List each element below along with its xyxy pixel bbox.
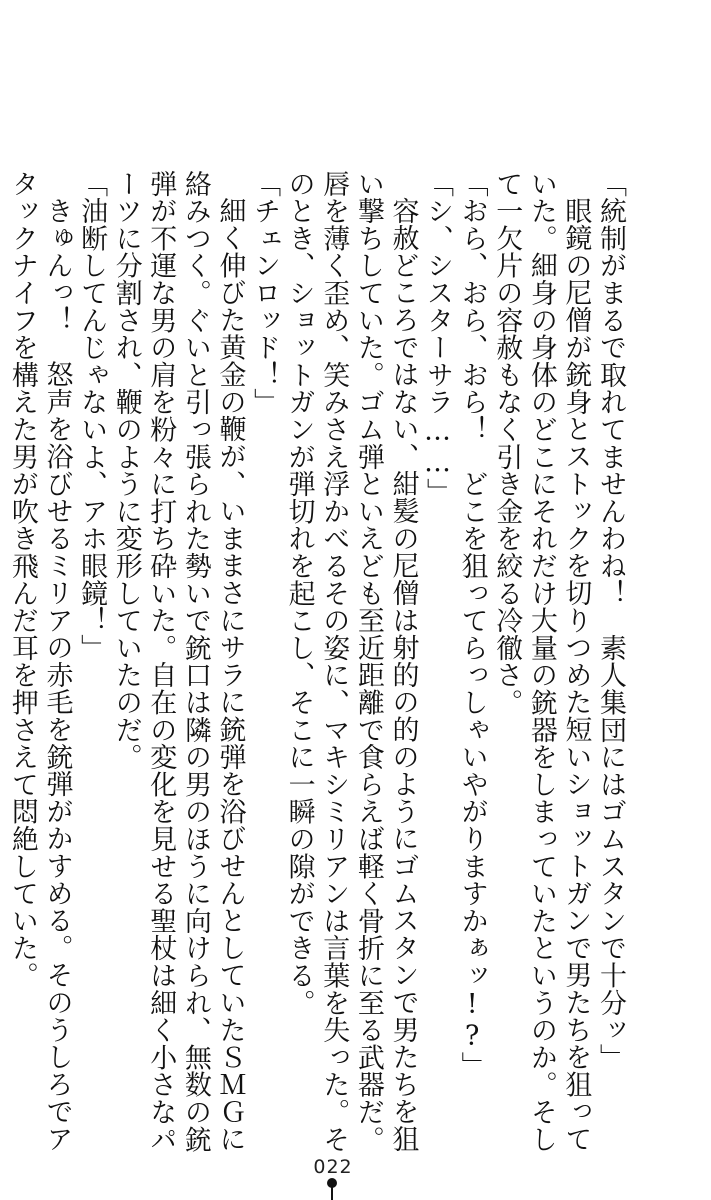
vertical-text-body: [4, 170, 627, 1160]
paragraph: 「チェンロッド！」: [249, 170, 281, 416]
paragraph: 「統制がまるで取れてませんわね！ 素人集団にはゴムスタンで十分ッ」: [595, 170, 626, 1071]
page-number: 022: [313, 1156, 353, 1178]
paragraph: 容赦どころではない、紺髪の尼僧は射的の的のようにゴムスタンで男たちを狙い撃ちしていた。ゴム弾といえども至近距離で食らえば軽く骨折に至る武器だ。唇を薄く歪め、笑みさえ浮かべるその姿に、マキシミリアンは言葉を失った。そのとき、ショットガンが弾切れを起こし、そこに一瞬の隙ができる。: [283, 170, 419, 1153]
marker-line: [331, 1186, 333, 1200]
paragraph: きゅんっ！ 怒声を浴びせるミリアの赤毛を銃弾がかすめる。そのうしろでアタックナイフを構えた男が吹き飛んだ耳を押さえて悶絶していた。: [6, 170, 73, 1153]
page-marker-icon: [327, 1178, 337, 1200]
paragraph: 「シ、シスターサラ……」: [422, 170, 454, 506]
paragraph: 眼鏡の尼僧が銃身とストックを切りつめた短いショットガンで男たちを狙っていた。細身の身体のどこにそれだけ大量の銃器をしまっていたというのか。そして一欠片の容赦もなく引き金を絞る冷徹さ。: [491, 170, 592, 1153]
paragraph: 細く伸びた黄金の鞭が、いままさにサラに銃弾を浴びせんとしていたＳＭＧに絡みつく。ぐいと引っ張られた勢いで銃口は隣の男のほうに向けられ、無数の銃弾が不運な男の肩を粉々に打ち砕いた。自在の変化を見せる聖杖は細く小さなパーツに分割され、鞭のように変形していたのだ。: [110, 170, 246, 1153]
paragraph: 「油断してんじゃないよ、アホ眼鏡！」: [76, 170, 108, 662]
paragraph: 「おら、おら、おら！ どこを狙ってらっしゃいやがりますかぁッ!?」: [456, 170, 488, 1079]
